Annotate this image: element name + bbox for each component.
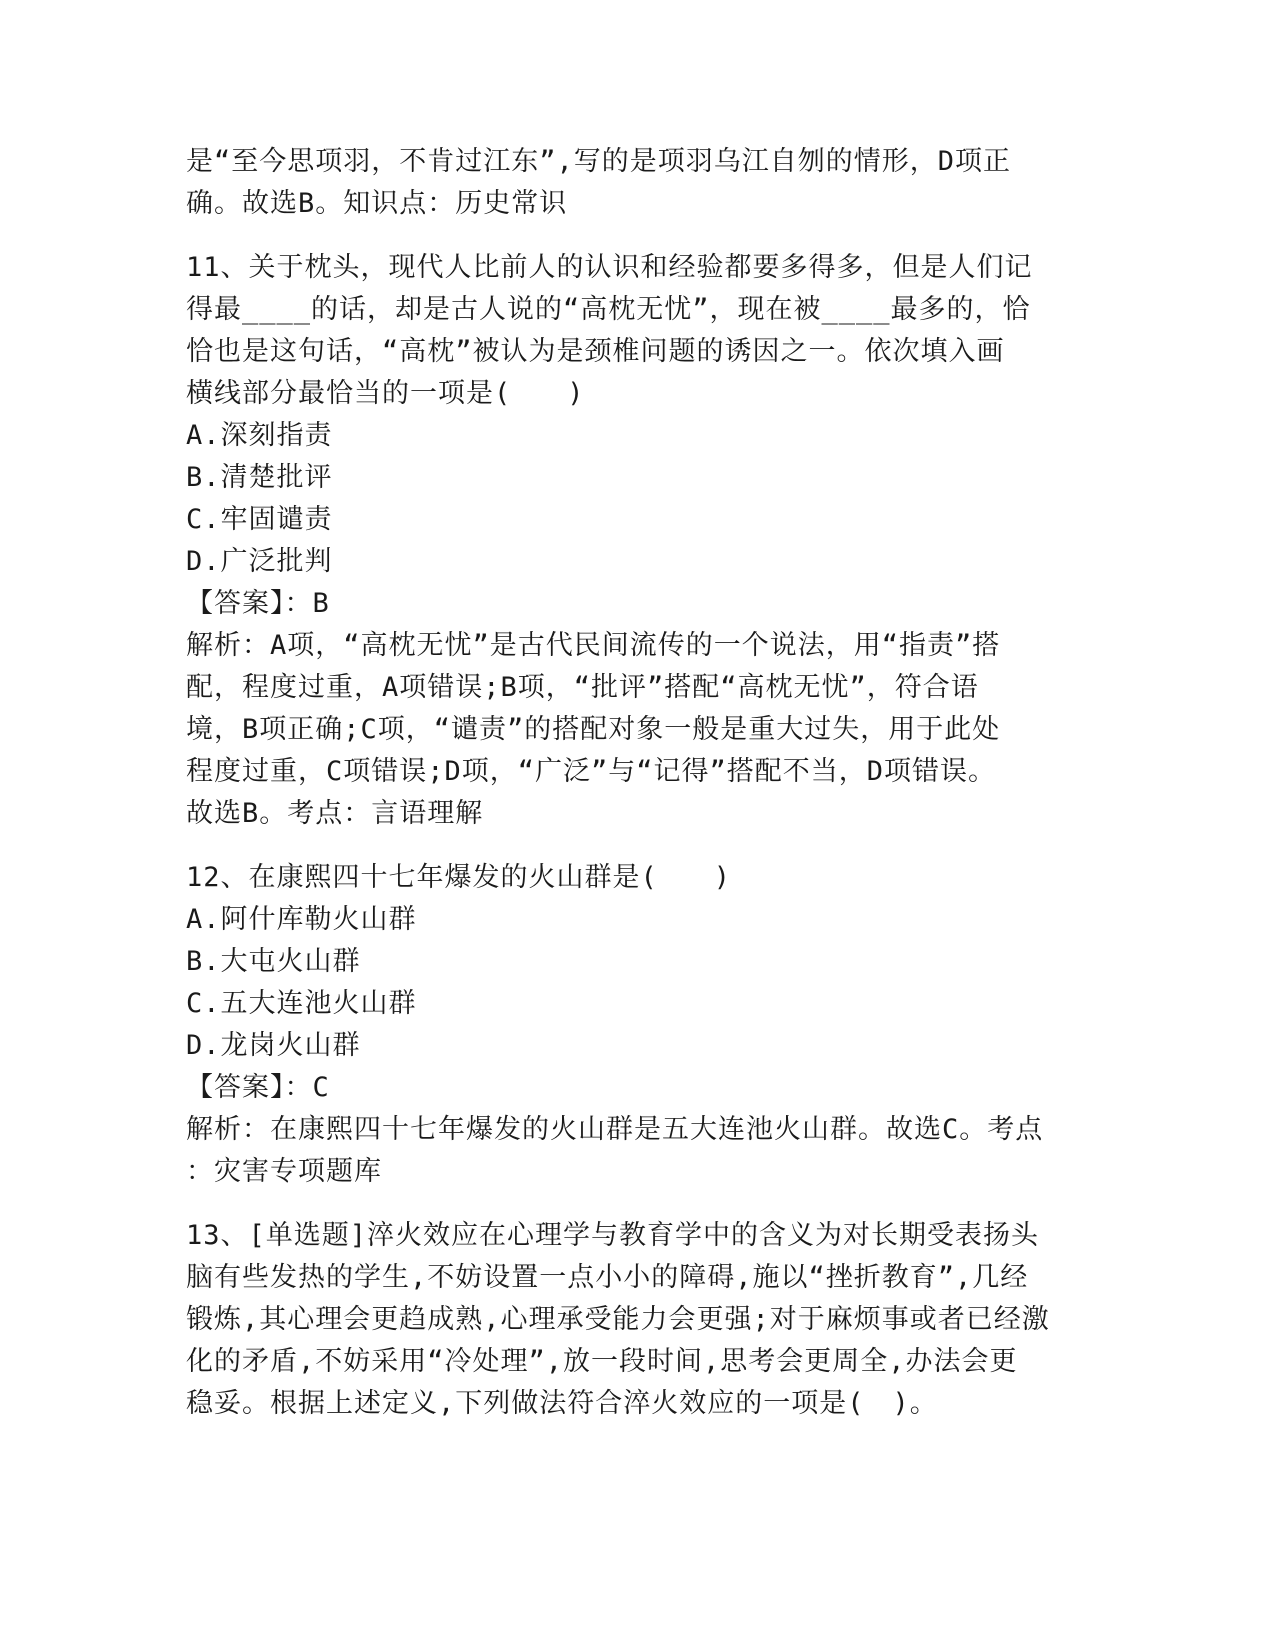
option-a: A.阿什库勒火山群	[186, 904, 417, 935]
analysis-line: 境，B项正确;C项，“谴责”的搭配对象一般是重大过失，用于此处	[186, 714, 1001, 745]
text-line: 是“至今思项羽，不肯过江东”,写的是项羽乌江自刎的情形，D项正	[186, 146, 1012, 177]
question-stem-line: 11、关于枕头，现代人比前人的认识和经验都要多得多，但是人们记	[186, 252, 1033, 283]
question-stem-line: 稳妥。根据上述定义,下列做法符合淬火效应的一项是( )。	[186, 1388, 938, 1419]
analysis-line: 配，程度过重，A项错误;B项，“批评”搭配“高枕无忧”，符合语	[186, 672, 979, 703]
question-stem-line: 脑有些发热的学生,不妨设置一点小小的障碍,施以“挫折教育”,几经	[186, 1262, 1029, 1293]
question-stem-line: 13、[单选题]淬火效应在心理学与教育学中的含义为对长期受表扬头	[186, 1220, 1040, 1251]
option-d: D.广泛批判	[186, 546, 333, 577]
option-c: C.牢固谴责	[186, 504, 333, 535]
analysis-line: 解析：在康熙四十七年爆发的火山群是五大连池火山群。故选C。考点	[186, 1114, 1044, 1145]
text-line: 确。故选B。知识点：历史常识	[186, 188, 568, 219]
question-13	[186, 1215, 1086, 1425]
paragraph-gap	[186, 835, 1086, 857]
question-stem-line: 横线部分最恰当的一项是( )	[186, 378, 585, 409]
option-b: B.清楚批评	[186, 462, 333, 493]
analysis-line: 解析：A项，“高枕无忧”是古代民间流传的一个说法，用“指责”搭	[186, 630, 1001, 661]
paragraph-gap	[186, 1193, 1086, 1215]
answer-line: 【答案】：C	[186, 1072, 330, 1103]
question-stem-line: 恰也是这句话，“高枕”被认为是颈椎问题的诱因之一。依次填入画	[186, 336, 1005, 367]
option-b: B.大屯火山群	[186, 946, 361, 977]
analysis-line: 故选B。考点：言语理解	[186, 798, 484, 829]
question-stem-line: 化的矛盾,不妨采用“冷处理”,放一段时间,思考会更周全,办法会更	[186, 1346, 1018, 1377]
analysis-line: ：灾害专项题库	[186, 1156, 382, 1187]
paragraph-gap	[186, 225, 1086, 247]
question-stem-line: 12、在康熙四十七年爆发的火山群是( )	[186, 862, 732, 893]
question-12	[186, 857, 1086, 1193]
analysis-line: 程度过重，C项错误;D项，“广泛”与“记得”搭配不当，D项错误。	[186, 756, 997, 787]
question-11	[186, 247, 1086, 835]
answer-line: 【答案】：B	[186, 588, 330, 619]
option-d: D.龙岗火山群	[186, 1030, 361, 1061]
option-a: A.深刻指责	[186, 420, 333, 451]
question-stem-line: 锻炼,其心理会更趋成熟,心理承受能力会更强;对于麻烦事或者已经激	[186, 1304, 1050, 1335]
previous-answer-tail	[186, 141, 1086, 225]
question-stem-line: 得最____的话，却是古人说的“高枕无忧”，现在被____最多的，恰	[186, 294, 1031, 325]
document-page	[186, 141, 1086, 1425]
option-c: C.五大连池火山群	[186, 988, 417, 1019]
